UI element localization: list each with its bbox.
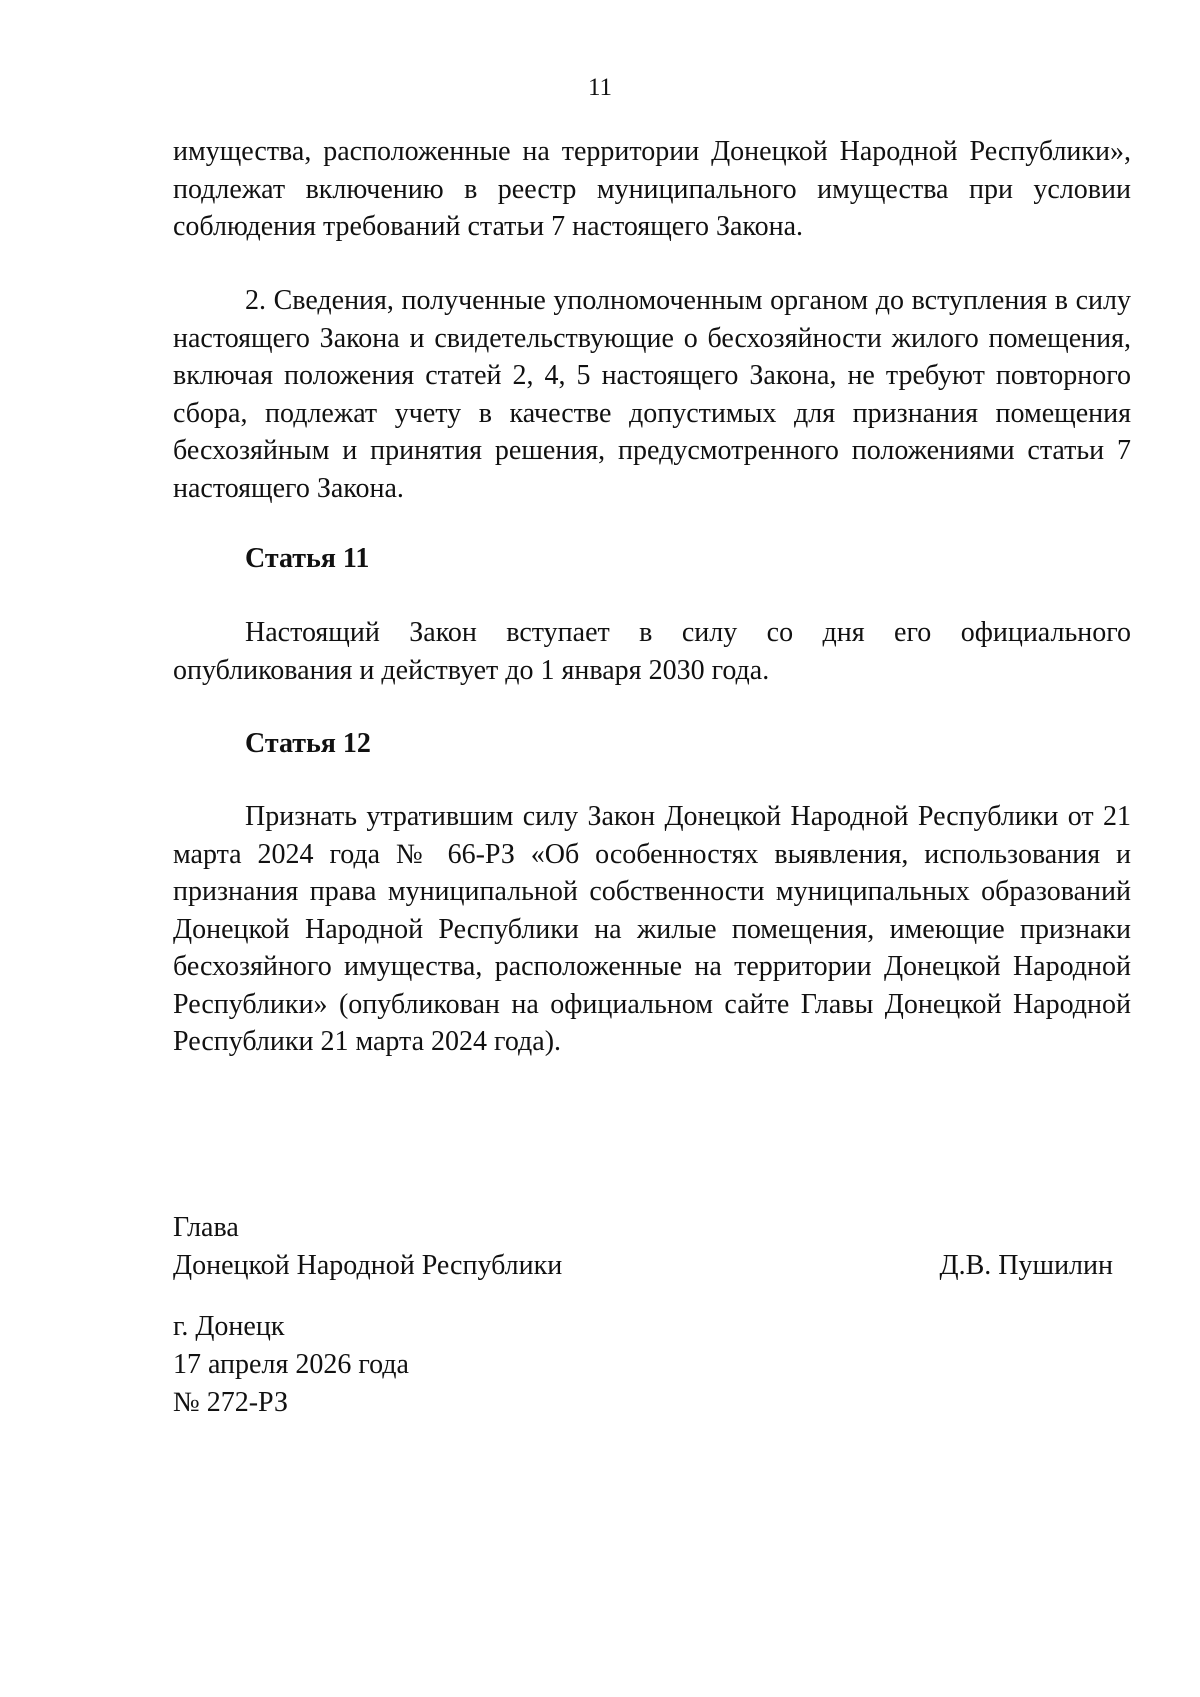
paragraph-item-2: 2. Сведения, полученные уполномоченным органом до вступления в силу настоящего Закона и свидетельствующие о бесхозяйности жилого помещения, включая положения статей 2, 4, 5 настоящего Закона, не требуют повторного сбора, подлежат учету в качестве допустимых для признания помещения бесхозяйным и принятия решения, предусмотренного положениями статьи 7 настоящего Закона. (173, 285, 1131, 504)
signature-block (173, 1209, 1131, 1285)
page-number: 11 (587, 74, 613, 101)
paragraph-continued: имущества, расположенные на территории Донецкой Народной Республики», подлежат включению в реестр муниципального имущества при условии соблюдения требований статьи 7 настоящего Закона. (173, 136, 1131, 242)
city: г. Донецк (173, 1311, 285, 1342)
article-11-text: Настоящий Закон вступает в силу со дня его официального опубликования и действует до 1 января 2030 года. (173, 617, 1131, 686)
place-date-block (173, 1308, 409, 1422)
article-11-heading: Статья 11 (245, 543, 370, 574)
signature-title-line2: Донецкой Народной Республики (173, 1250, 563, 1281)
law-number: № 272-РЗ (173, 1387, 288, 1418)
article-12-heading: Статья 12 (245, 728, 371, 759)
law-date: 17 апреля 2026 года (173, 1349, 409, 1380)
signature-title-line1: Глава (173, 1212, 239, 1243)
signatory-name: Д.В. Пушилин (939, 1250, 1113, 1281)
article-12-text: Признать утратившим силу Закон Донецкой Народной Республики от 21 марта 2024 года № 66-РЗ «Об особенностях выявления, использования и признания права муниципальной собственности муниципальных образований Донецкой Народной Республики на жилые помещения, имеющие признаки бесхозяйного имущества, расположенные на территории Донецкой Народной Республики» (опубликован на официальном сайте Главы Донецкой Народной Республики 21 марта 2024 года). (173, 801, 1131, 1057)
